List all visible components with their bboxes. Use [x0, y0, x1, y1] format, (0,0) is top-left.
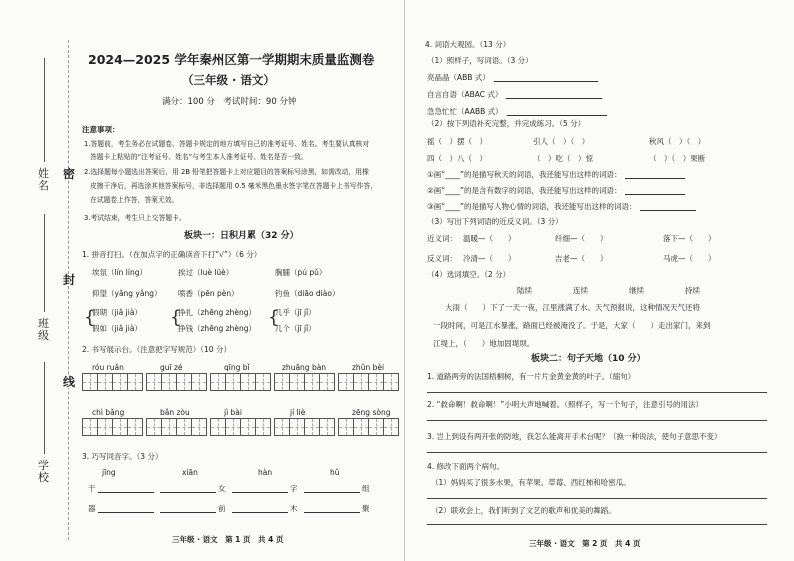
notice-line: 2.选择题每小题选出答案后，用 2B 铅笔把答题卡上对应题目的答案标号涂黑，如需改动，用橡	[84, 168, 369, 176]
pinyin: zhuāng bàn	[282, 363, 327, 372]
q1-item[interactable]: 假如（jiǎ jià）	[92, 324, 142, 333]
q3-char: 前	[218, 504, 226, 513]
page-footer: 三年级 · 语文 第 2 页 共 4 页	[529, 539, 641, 548]
choice-word: 连续	[573, 286, 588, 295]
pinyin: zhǔn bèi	[352, 363, 385, 372]
passage-line[interactable]: 大雨（ ）下了一天一夜，江里涨满了水。天气预报说，这种情况天气还将	[445, 303, 700, 312]
q4-fill[interactable]: （ ）吃（ ）惊	[533, 154, 593, 163]
block2-title: 板块二：句子天地（10 分）	[531, 354, 646, 364]
choice-word: 陆续	[517, 286, 532, 295]
pinyin: róu ruǎn	[92, 363, 124, 372]
exam-title: 2024—2025 学年秦州区第一学期期末质量监测卷	[88, 52, 375, 67]
brace: {	[268, 307, 280, 328]
q4-part: （2）按下列语补充完整，并完成练习。（5 分）	[427, 119, 586, 128]
pinyin: xiān	[182, 468, 198, 477]
pinyin: jīng	[102, 468, 116, 477]
right-page	[404, 0, 794, 561]
block1-title: 板块一：日积月累（32 分）	[184, 231, 299, 241]
notice-line: 3.考试结束，考生只上交答题卡。	[84, 214, 186, 222]
q1-item[interactable]: 假期（jiǎ jià）	[92, 308, 142, 317]
q3-title: 3. 巧写同音字。（3 分）	[82, 452, 163, 461]
ant-item[interactable]: 马虎—（ ）	[663, 254, 716, 263]
q1-item[interactable]: 埃氛（lín líng）	[92, 268, 147, 277]
q3-blank[interactable]	[304, 504, 370, 513]
q1-item[interactable]: 挣钱（zhēng zhèng）	[178, 324, 257, 333]
q1-item[interactable]: 挨过（luè lüè）	[178, 268, 234, 277]
q4-example[interactable]: 自言自语（ABAC 式）	[427, 90, 602, 99]
pinyin: qīng bǐ	[224, 363, 250, 372]
page-footer: 三年级 · 语文 第 1 页 共 4 页	[172, 535, 284, 544]
q4-fill[interactable]: （ ）（ ）果断	[649, 154, 706, 163]
q1-item[interactable]: 胸脯（pú pǔ）	[275, 268, 327, 277]
q4-fill[interactable]: 摇（ ）摆（ ）	[427, 137, 487, 146]
ant-item[interactable]: 吉老—（ ）	[555, 254, 608, 263]
syn-item[interactable]: 落下—（ ）	[663, 234, 716, 243]
q3-char: 组	[362, 484, 370, 493]
s-question: 1. 道路两旁的法国梧桐树，有一片片金黄金黄的叶子。（缩句）	[427, 372, 636, 381]
seal-xian: 线	[63, 375, 76, 389]
q4-fill[interactable]: 秋风（ ）（ ）	[649, 137, 706, 146]
name-label: 姓名	[38, 167, 49, 192]
brace: {	[84, 307, 96, 328]
syn-item[interactable]: 纤细—（ ）	[555, 234, 608, 243]
q2-title: 2. 书写展示台。（注意把字写规范）（10 分）	[82, 345, 231, 354]
class-label: 班级	[38, 317, 49, 342]
school-label: 学校	[38, 459, 49, 484]
choice-word: 持续	[685, 286, 700, 295]
q1-item[interactable]: 几个（jī jǐ）	[275, 324, 316, 333]
writing-grid-row[interactable]	[82, 418, 398, 436]
s-sub: （2）联欢会上，我们听到了文艺的歌声和优美的舞蹈。	[431, 506, 616, 515]
ant-label: 反义词：	[427, 254, 457, 263]
notice-line: 在试题卷上作答，答案无效。	[90, 196, 179, 204]
s-question: 3. 岂上到设有两开张的防地，我怎么能离开手术台呢？（换一种说法，使句子意思不变）	[427, 432, 722, 441]
pinyin: bǎn zòu	[160, 408, 190, 417]
s-question: 2. “救命啊！救命啊！”小明大声地喊着。（照样子，写一个句子，注意引号的用法）	[427, 400, 704, 409]
s-question: 4. 修改下面两个病句。	[427, 462, 505, 471]
answer-line[interactable]	[427, 498, 767, 499]
q4-example[interactable]: 急急忙忙（AABB 式）	[427, 107, 607, 116]
q4-part: （4）选词填空。（2 分）	[427, 270, 511, 279]
q3-char: 木	[290, 504, 298, 513]
q3-char: 干	[88, 484, 96, 493]
syn-label: 近义词：	[427, 234, 457, 243]
q1-item[interactable]: 几乎（jī jǐ）	[275, 308, 316, 317]
q3-char: 器	[88, 504, 96, 513]
q4-note[interactable]: ②画“____”的是含有数字的词语，我还能写出这样的词语：	[427, 186, 685, 195]
passage-line[interactable]: 一段时间，可是江水暴涨，路面已经被淹没了。于是，大家（ ）走出家门，来到	[433, 321, 711, 330]
q3-blank[interactable]	[160, 504, 226, 513]
answer-line[interactable]	[427, 452, 767, 453]
seal-feng: 封	[63, 273, 76, 287]
score-time: 满分：100 分 考试时间：90 分钟	[162, 97, 297, 107]
q1-title: 1. 拼音打扫。（在加点字的正确读音下打“√”）（6 分）	[82, 250, 262, 259]
ant-item[interactable]: 冷清—（ ）	[463, 254, 516, 263]
q3-blank[interactable]	[232, 504, 298, 513]
notice-line: 答题卡上粘贴的“注考证号、姓名”与考生本人准考证号、姓名是否一致。	[90, 153, 308, 161]
binding-margin	[0, 0, 78, 561]
q4-example[interactable]: 亮晶晶（ABB 式）	[427, 73, 598, 82]
syn-item[interactable]: 温暖—（ ）	[463, 234, 516, 243]
q3-blank[interactable]	[88, 484, 154, 493]
class-field[interactable]	[44, 214, 45, 312]
answer-line[interactable]	[427, 420, 767, 421]
pinyin: chì bǎng	[92, 408, 125, 417]
answer-line[interactable]	[427, 524, 767, 525]
answer-line[interactable]	[427, 392, 767, 393]
q1-item[interactable]: 喷香（pēn pèn）	[178, 289, 239, 298]
brace: {	[170, 307, 182, 328]
notice-heading: 注意事项：	[82, 125, 120, 134]
pinyin: hàn	[258, 468, 273, 477]
q1-item[interactable]: 钓鱼（diāo diào）	[275, 289, 340, 298]
q3-blank[interactable]	[232, 484, 298, 493]
q1-item[interactable]: 挣扎（zhēng zhèng）	[178, 308, 257, 317]
writing-grid-row[interactable]	[82, 373, 398, 391]
seal-mi: 密	[63, 167, 76, 181]
name-field[interactable]	[44, 58, 45, 162]
pinyin: jì bài	[224, 408, 242, 417]
pinyin: jí liè	[290, 408, 306, 417]
notice-line: 1.答题前，考生务必在试题卷、答题卡规定的地方填写自己的准考证号、姓名。考生要认真核对	[84, 140, 370, 148]
exam-subtitle: （三年级 · 语文）	[182, 73, 275, 87]
s-sub: （1）妈妈买了很多水果，有苹果、草莓、西红柿和哈密瓜。	[431, 478, 631, 487]
school-field[interactable]	[44, 362, 45, 454]
q3-blank[interactable]	[304, 484, 370, 493]
q4-fill[interactable]: 引人（ ）（ ）	[533, 137, 590, 146]
q4-part: （3）写出下列词语的近反义词。（3 分）	[427, 217, 563, 226]
q3-char: 女	[218, 484, 226, 493]
pinyin: hǔ	[330, 468, 340, 477]
q4-fill[interactable]: 四（ ）八（ ）	[427, 154, 487, 163]
passage-line[interactable]: 江堤上，（ ）地加固堤坝。	[433, 339, 535, 348]
choice-word: 继续	[629, 286, 644, 295]
pinyin: guī zé	[160, 363, 183, 372]
q4-part: （1）照样子，写词语。（3 分）	[427, 56, 533, 65]
q1-item[interactable]: 仰望（yǎng yǎng）	[92, 289, 162, 298]
notice-line: 皮擦干净后，再选涂其他答案标号，非选择题用 0.5 毫米黑色墨水签字笔在答题卡上书写作答，	[90, 182, 378, 190]
q3-blank[interactable]	[160, 484, 226, 493]
q4-note[interactable]: ③画“____”的是描写人物心情的词语，我还能写出这样的词语：	[427, 202, 696, 211]
binding-line	[68, 40, 69, 540]
q4-title: 4. 词语大观园。（13 分）	[425, 40, 511, 49]
pinyin: zēng sòng	[352, 408, 391, 417]
q3-char: 字	[290, 484, 298, 493]
q3-blank[interactable]	[88, 504, 154, 513]
q3-char: 聚	[362, 504, 370, 513]
q4-note[interactable]: ①画“____”的是描写秋天的词语，我还能写出这样的词语：	[427, 170, 685, 179]
